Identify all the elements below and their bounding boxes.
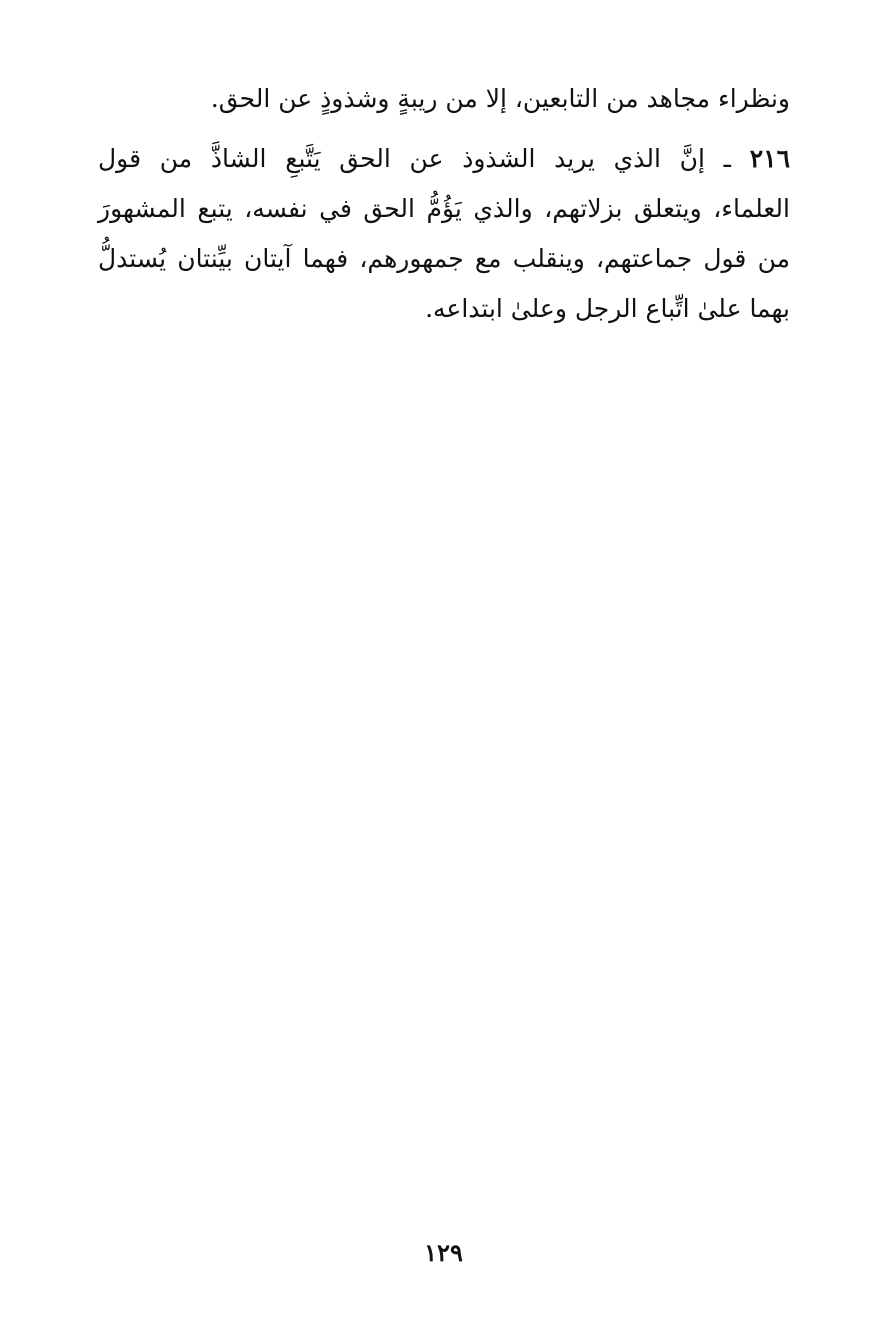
text-line: ونظراء مجاهد من التابعين، إلا من ريبةٍ وشذوذٍ عن الحق. bbox=[210, 84, 790, 113]
page-number: ١٢٩ bbox=[424, 1238, 463, 1267]
text-line: من قول جماعتهم، وينقلب مع جمهورهم، فهما آيتان بيِّنتان يُستدلُّ bbox=[98, 244, 790, 273]
paragraph-continuation bbox=[98, 74, 790, 124]
paragraph-separator: ـ bbox=[704, 144, 750, 173]
text-line: بهما علىٰ اتِّباع الرجل وعلىٰ ابتداعه. bbox=[425, 294, 790, 323]
text-line-content: إنَّ الذي يريد الشذوذ عن الحق يَتَّبعِ الشاذَّ من قول bbox=[98, 144, 705, 173]
paragraph-216 bbox=[98, 134, 790, 334]
text-line-first bbox=[98, 134, 790, 184]
text-line: العلماء، ويتعلق بزلاتهم، والذي يَؤُمُّ الحق في نفسه، يتبع المشهورَ bbox=[98, 194, 790, 223]
paragraph-number: ٢١٦ bbox=[749, 144, 791, 173]
